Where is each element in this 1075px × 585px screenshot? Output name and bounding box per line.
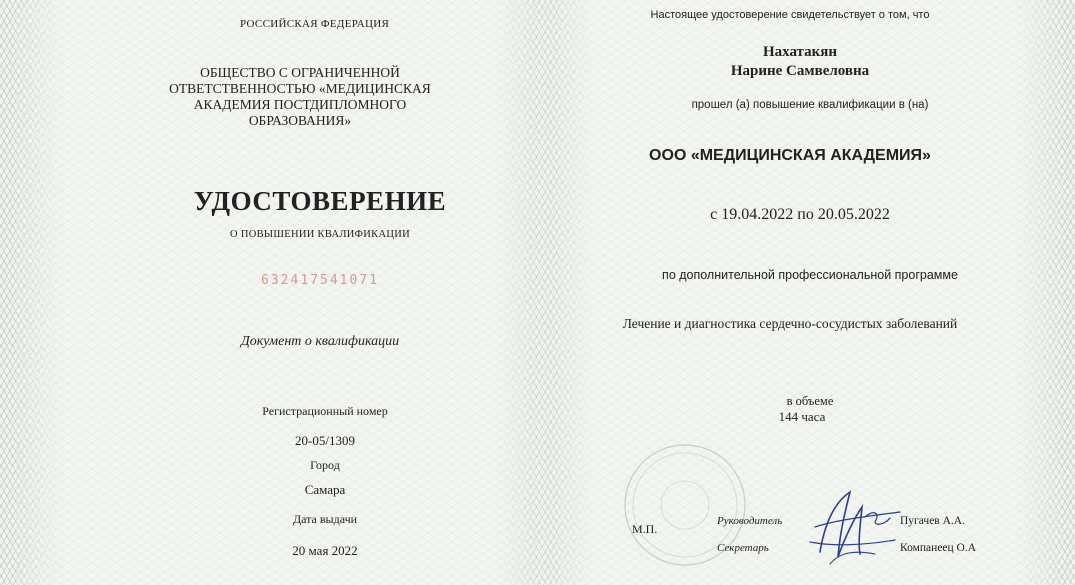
head-name: Пугачев А.А. [900, 515, 965, 527]
document-title: УДОСТОВЕРЕНИЕ [193, 186, 447, 216]
organization-line: ОБРАЗОВАНИЯ» [248, 113, 352, 128]
guilloche-border-right [1020, 0, 1075, 585]
guilloche-border-center [500, 0, 590, 585]
secretary-label: Секретарь [717, 542, 769, 554]
holder-surname: Нахатакян [762, 44, 838, 60]
organization-line: АКАДЕМИЯ ПОСТДИПЛОМНОГО [193, 97, 407, 112]
program-label: по дополнительной профессиональной программе [662, 268, 958, 282]
stamp-place-label: М.П. [632, 522, 658, 536]
handwritten-signature [800, 482, 910, 572]
volume-hours: 144 часа [778, 409, 826, 424]
issue-date-label: Дата выдачи [292, 512, 358, 526]
institution-name: ООО «МЕДИЦИНСКАЯ АКАДЕМИЯ» [649, 147, 931, 164]
city-value: Самара [304, 482, 346, 497]
program-name: Лечение и диагностика сердечно-сосудистых заболеваний [622, 316, 958, 331]
certifies-text: Настоящее удостоверение свидетельствует о том, что [650, 9, 930, 21]
volume-label: в объеме [786, 394, 834, 408]
country-heading: РОССИЙСКАЯ ФЕДЕРАЦИЯ [240, 18, 390, 30]
registration-label: Регистрационный номер [262, 404, 388, 418]
registration-number: 20-05/1309 [295, 433, 355, 448]
organization-name [160, 65, 440, 129]
issue-date: 20 мая 2022 [292, 543, 358, 558]
secretary-name: Компанеец О.А [900, 542, 977, 554]
head-label: Руководитель [717, 515, 783, 527]
document-subtitle: О ПОВЫШЕНИИ КВАЛИФИКАЦИИ [230, 229, 410, 240]
city-label: Город [310, 458, 340, 472]
holder-given-names: Нарине Самвеловна [730, 63, 870, 79]
serial-number: 632417541071 [261, 273, 379, 288]
document-type: Документ о квалификации [240, 334, 400, 349]
passed-text: прошел (а) повышение квалификации в (на) [691, 99, 929, 111]
training-period: с 19.04.2022 по 20.05.2022 [710, 206, 890, 223]
organization-line: ОТВЕТСТВЕННОСТЬЮ «МЕДИЦИНСКАЯ [169, 81, 431, 96]
organization-line: ОБЩЕСТВО С ОГРАНИЧЕННОЙ [200, 65, 400, 80]
guilloche-border-left [0, 0, 60, 585]
